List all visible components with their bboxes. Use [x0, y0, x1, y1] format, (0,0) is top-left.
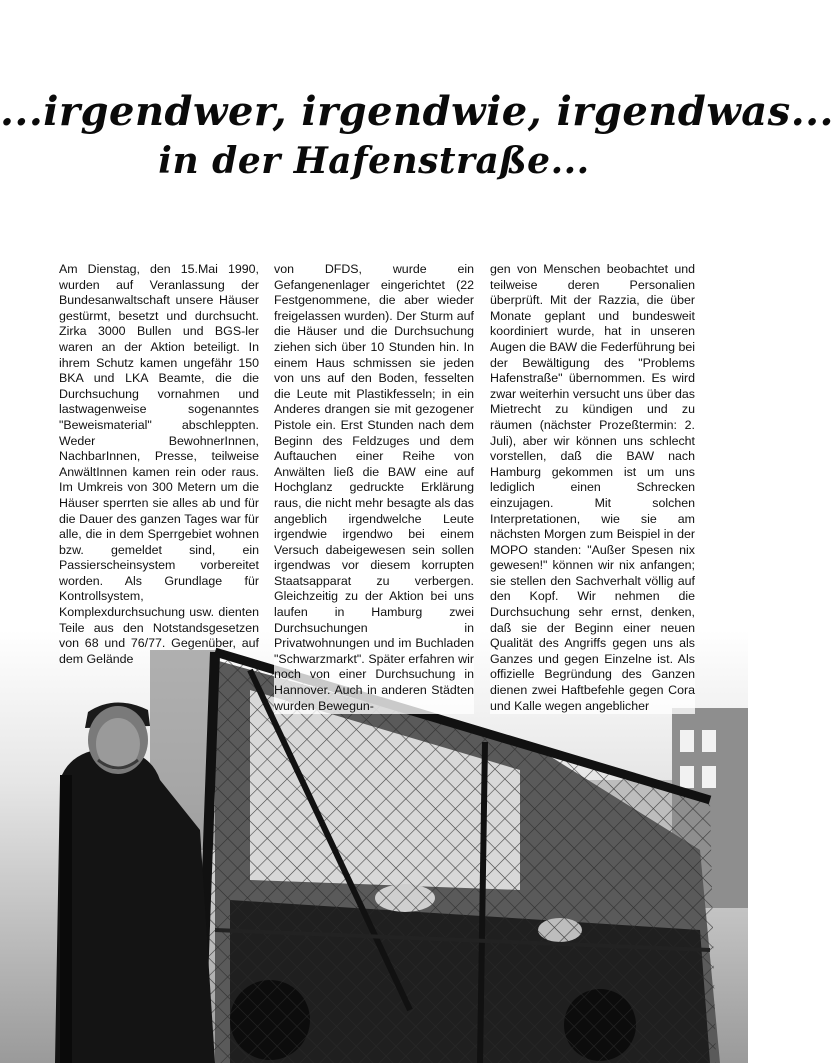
article-column-3: [490, 262, 695, 714]
article-column-2: [274, 262, 474, 714]
article-paragraph: gen von Menschen beobachtet und teilweise deren Personalien überprüft. Mit der Razzia, die über Monate geplant und bundesweit koordiniert wurde, hat in unseren Augen die BAW die Federführung bei der Bewältigung des "Problems Hafenstraße" übernommen. Es wird zwar weiterhin versucht uns über das Mietrecht zu kündigen und zu räumen (nächster Prozeßtermin: 2. Juli), aber wir können uns schlecht vorstellen, daß die BAW nach Hamburg gekommen ist um uns lediglich einen Schrecken einzujagen. Mit solchen Interpretationen, wie sie am nächsten Morgen zum Beispiel in der MOPO standen: "Außer Spesen nix gewesen!" können wir nix anfangen; sie stellen den Sachverhalt völlig auf den Kopf. Wir nehmen die Durchsuchung sehr ernst, denken, daß sie der Beginn einer neuen Qualität des Angriffs gegen uns als Ganzes und gegen Einzelne ist. Als offizielle Begründung des Ganzen dienen zwei Haftbefehle gegen Cora und Kalle wegen angeblicher: [490, 262, 695, 713]
headline-line-1: ...irgendwer, irgendwie, irgendwas...: [0, 88, 834, 135]
article-paragraph: Am Dienstag, den 15.Mai 1990, wurden auf Veranlassung der Bundesanwaltschaft unsere Häuser gestürmt, besetzt und durchsucht. Zirka 3000 Bullen und BGS-ler waren an der Aktion beteiligt. In ihrem Schutz kamen ungefähr 150 BKA und LKA Beamte, die die Durchsuchung vornahmen und lastwagenweise sogenanntes "Beweismaterial" abschleppten. Weder BewohnerInnen, NachbarInnen, Presse, teilweise AnwältInnen kamen rein oder raus. Im Umkreis von 300 Metern um die Häuser sperrten sie alles ab und für die Dauer des ganzen Tages war für alle, die in dem Sperrgebiet wohnen bzw. gemeldet sind, ein Passierscheinsystem vorbereitet worden. Als Grundlage für Kontrollsystem, Komplexdurchsuchung usw. dienten Teile aus den Notstandsgesetzen von 68 und 76/77. Gegenüber, auf dem Gelände: [59, 262, 259, 666]
article-paragraph: von DFDS, wurde ein Gefangenenlager eingerichtet (22 Festgenommene, die aber wieder freigelassen wurden). Der Sturm auf die Häuser und die Durchsuchung ziehen sich über 10 Stunden hin. In einem Haus schmissen sie jeden von uns auf den Boden, fesselten die Leute mit Plastikfesseln; in ein Anderes drangen sie mit gezogener Pistole ein. Erst Stunden nach dem Beginn des Feldzuges und dem Auftauchen einer Reihe von Anwälten ließ die BAW eine auf Hochglanz gedruckte Erklärung raus, die nicht mehr besagte als das angeblich irgendwelche Leute irgendwie irgendwo bei einem Versuch dabeigewesen sein sollen irgendwas vor diesem korrupten Staatsapparat zu verbergen. Gleichzeitig zu der Aktion bei uns laufen in Hamburg zwei Durchsuchungen in Privatwohnungen und im Buchladen "Schwarzmarkt". Später erfahren wir noch von einer Durchsuchung in Hannover. Auch in anderen Städten wurden Bewegun-: [274, 262, 474, 713]
article-column-1: [59, 262, 259, 667]
headline-line-2: in der Hafenstraße...: [158, 140, 590, 182]
